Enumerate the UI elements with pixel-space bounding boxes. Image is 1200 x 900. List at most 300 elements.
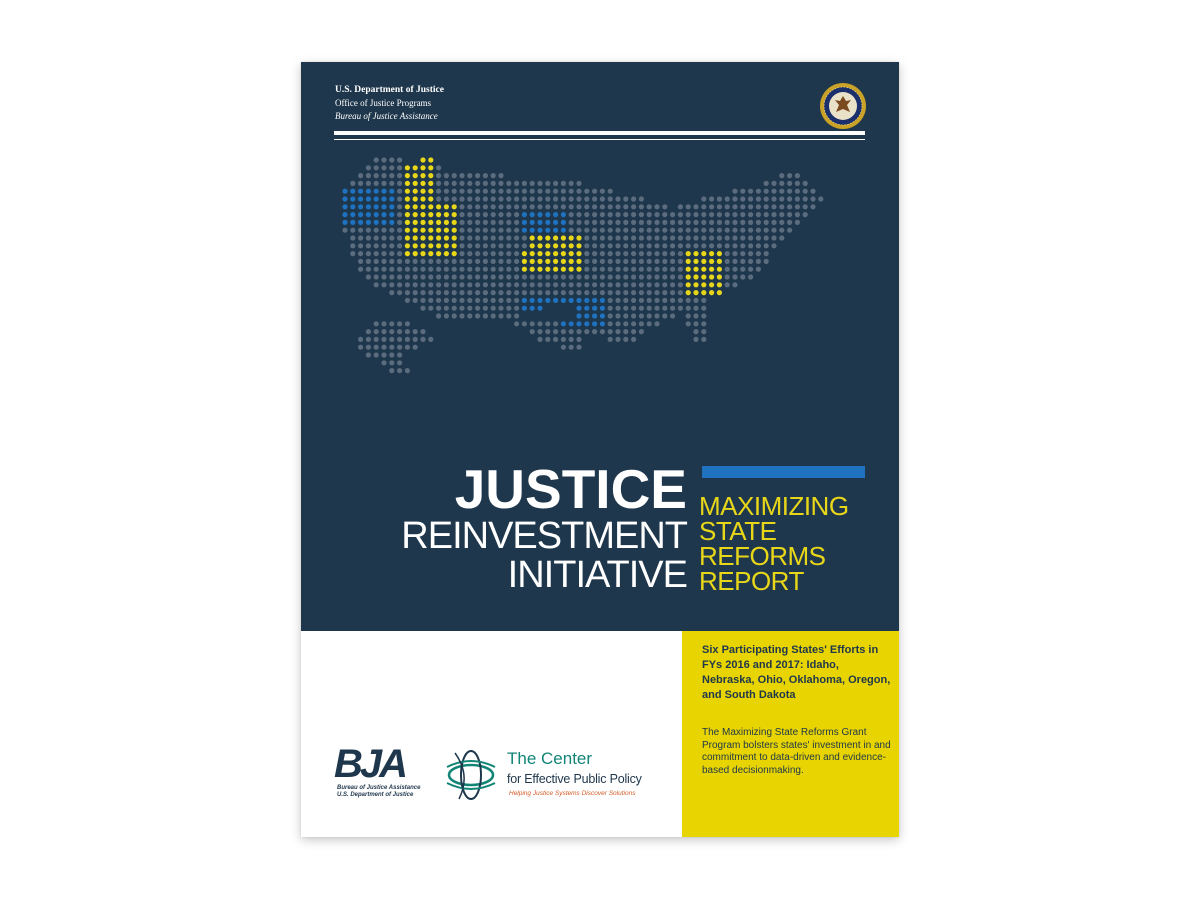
map-dot	[686, 306, 691, 311]
map-dot	[405, 329, 410, 334]
map-dot	[732, 189, 737, 194]
map-dot	[553, 321, 558, 326]
map-dot	[545, 274, 550, 279]
map-dot	[569, 243, 574, 248]
map-dot	[475, 173, 480, 178]
map-dot	[576, 274, 581, 279]
map-dot	[608, 220, 613, 225]
map-dot	[678, 212, 683, 217]
map-dot	[467, 282, 472, 287]
map-dot	[350, 235, 355, 240]
map-dot	[459, 298, 464, 303]
map-dot	[639, 298, 644, 303]
map-dot	[358, 196, 363, 201]
map-dot	[374, 235, 379, 240]
map-dot	[569, 337, 574, 342]
map-dot	[592, 259, 597, 264]
map-dot	[342, 228, 347, 233]
map-dot	[561, 204, 566, 209]
map-dot	[584, 196, 589, 201]
map-dot	[592, 298, 597, 303]
map-dot	[397, 352, 402, 357]
map-dot	[381, 274, 386, 279]
map-dot	[475, 204, 480, 209]
map-dot	[389, 204, 394, 209]
map-dot	[725, 274, 730, 279]
map-dot	[631, 321, 636, 326]
map-dot	[444, 173, 449, 178]
map-dot	[654, 259, 659, 264]
map-dot	[436, 228, 441, 233]
map-dot	[592, 321, 597, 326]
map-dot	[537, 189, 542, 194]
map-dot	[670, 267, 675, 272]
map-dot	[732, 267, 737, 272]
map-dot	[413, 212, 418, 217]
map-dot	[389, 267, 394, 272]
map-dot	[522, 204, 527, 209]
map-dot	[459, 204, 464, 209]
map-dot	[413, 235, 418, 240]
map-dot	[576, 204, 581, 209]
map-dot	[686, 212, 691, 217]
map-dot	[366, 337, 371, 342]
map-dot	[405, 345, 410, 350]
map-dot	[389, 181, 394, 186]
map-dot	[740, 274, 745, 279]
map-dot	[608, 290, 613, 295]
map-dot	[491, 189, 496, 194]
map-dot	[498, 212, 503, 217]
map-dot	[764, 220, 769, 225]
map-dot	[350, 196, 355, 201]
map-dot	[623, 259, 628, 264]
map-dot	[756, 243, 761, 248]
map-dot	[639, 329, 644, 334]
map-dot	[358, 267, 363, 272]
map-dot	[608, 321, 613, 326]
map-dot	[545, 251, 550, 256]
agency-line-ojp: Office of Justice Programs	[335, 98, 432, 108]
map-dot	[374, 329, 379, 334]
map-dot	[530, 290, 535, 295]
map-dot	[561, 220, 566, 225]
map-dot	[436, 298, 441, 303]
map-dot	[498, 228, 503, 233]
map-dot	[475, 196, 480, 201]
map-dot	[771, 235, 776, 240]
map-dot	[693, 282, 698, 287]
map-dot	[530, 274, 535, 279]
map-dot	[413, 267, 418, 272]
map-dot	[631, 313, 636, 318]
map-dot	[483, 220, 488, 225]
map-dot	[491, 274, 496, 279]
map-dot	[491, 228, 496, 233]
map-dot	[444, 196, 449, 201]
map-dot	[413, 259, 418, 264]
map-dot	[514, 313, 519, 318]
map-dot	[459, 282, 464, 287]
map-dot	[748, 212, 753, 217]
map-dot	[584, 290, 589, 295]
map-dot	[631, 204, 636, 209]
map-dot	[756, 196, 761, 201]
map-dot	[459, 313, 464, 318]
map-dot	[530, 251, 535, 256]
map-dot	[366, 212, 371, 217]
map-dot	[467, 189, 472, 194]
map-dot	[483, 274, 488, 279]
map-dot	[600, 228, 605, 233]
map-dot	[389, 282, 394, 287]
map-dot	[483, 173, 488, 178]
map-dot	[639, 212, 644, 217]
map-dot	[600, 259, 605, 264]
header-rule-thick	[334, 131, 865, 135]
map-dot	[397, 212, 402, 217]
map-dot	[670, 313, 675, 318]
map-dot	[693, 204, 698, 209]
map-dot	[428, 259, 433, 264]
map-dot	[506, 196, 511, 201]
map-dot	[678, 274, 683, 279]
map-dot	[498, 274, 503, 279]
map-dot	[428, 267, 433, 272]
map-dot	[405, 228, 410, 233]
map-dot	[569, 228, 574, 233]
map-dot	[678, 251, 683, 256]
map-dot	[350, 181, 355, 186]
map-dot	[358, 259, 363, 264]
map-dot	[506, 181, 511, 186]
map-dot	[615, 298, 620, 303]
map-dot	[670, 212, 675, 217]
map-dot	[771, 228, 776, 233]
map-dot	[530, 220, 535, 225]
map-dot	[459, 251, 464, 256]
map-dot	[686, 251, 691, 256]
map-dot	[358, 212, 363, 217]
map-dot	[654, 212, 659, 217]
map-dot	[654, 204, 659, 209]
map-dot	[748, 259, 753, 264]
map-dot	[491, 290, 496, 295]
map-dot	[748, 189, 753, 194]
map-dot	[701, 267, 706, 272]
map-dot	[483, 228, 488, 233]
map-dot	[561, 196, 566, 201]
map-dot	[366, 196, 371, 201]
map-dot	[803, 181, 808, 186]
map-dot	[686, 204, 691, 209]
map-dot	[522, 306, 527, 311]
map-dot	[475, 306, 480, 311]
map-dot	[452, 274, 457, 279]
map-dot	[662, 282, 667, 287]
map-dot	[553, 251, 558, 256]
map-dot	[514, 298, 519, 303]
map-dot	[420, 329, 425, 334]
map-dot	[576, 220, 581, 225]
map-dot	[725, 243, 730, 248]
map-dot	[615, 290, 620, 295]
map-dot	[623, 282, 628, 287]
map-dot	[592, 313, 597, 318]
map-dot	[397, 173, 402, 178]
map-dot	[779, 220, 784, 225]
bja-logo	[334, 743, 424, 799]
map-dot	[639, 321, 644, 326]
map-dot	[662, 243, 667, 248]
map-dot	[631, 235, 636, 240]
map-dot	[615, 196, 620, 201]
map-dot	[592, 267, 597, 272]
map-dot	[366, 204, 371, 209]
map-dot	[522, 220, 527, 225]
map-dot	[795, 212, 800, 217]
cepp-name-line-2: for Effective Public Policy	[507, 772, 642, 786]
map-dot	[693, 306, 698, 311]
map-dot	[436, 313, 441, 318]
map-dot	[483, 259, 488, 264]
map-dot	[639, 235, 644, 240]
map-dot	[717, 267, 722, 272]
map-dot	[709, 235, 714, 240]
map-dot	[374, 181, 379, 186]
map-dot	[530, 321, 535, 326]
map-dot	[397, 259, 402, 264]
map-dot	[537, 321, 542, 326]
map-dot	[537, 220, 542, 225]
map-dot	[693, 313, 698, 318]
map-dot	[522, 196, 527, 201]
map-dot	[756, 251, 761, 256]
map-dot	[608, 196, 613, 201]
map-dot	[444, 181, 449, 186]
map-dot	[623, 337, 628, 342]
map-dot	[631, 212, 636, 217]
map-dot	[459, 235, 464, 240]
map-dot	[459, 181, 464, 186]
map-dot	[662, 298, 667, 303]
map-dot	[693, 251, 698, 256]
map-dot	[647, 267, 652, 272]
map-dot	[693, 235, 698, 240]
map-dot	[358, 243, 363, 248]
map-dot	[709, 204, 714, 209]
map-dot	[475, 290, 480, 295]
map-dot	[366, 228, 371, 233]
map-dot	[413, 243, 418, 248]
map-dot	[686, 220, 691, 225]
map-dot	[389, 337, 394, 342]
map-dot	[709, 228, 714, 233]
map-dot	[693, 298, 698, 303]
map-dot	[639, 290, 644, 295]
agency-line-doj: U.S. Department of Justice	[335, 85, 444, 95]
map-dot	[670, 298, 675, 303]
map-dot	[615, 337, 620, 342]
map-dot	[428, 290, 433, 295]
map-dot	[475, 235, 480, 240]
map-dot	[366, 165, 371, 170]
map-dot	[397, 345, 402, 350]
map-dot	[483, 313, 488, 318]
map-dot	[662, 204, 667, 209]
map-dot	[678, 290, 683, 295]
map-dot	[600, 235, 605, 240]
map-dot	[623, 235, 628, 240]
map-dot	[654, 321, 659, 326]
map-dot	[498, 306, 503, 311]
map-dot	[647, 290, 652, 295]
map-dot	[405, 251, 410, 256]
map-dot	[569, 181, 574, 186]
map-dot	[569, 282, 574, 287]
map-dot	[779, 181, 784, 186]
map-dot	[514, 212, 519, 217]
map-dot	[701, 204, 706, 209]
map-dot	[810, 204, 815, 209]
map-dot	[428, 282, 433, 287]
map-dot	[413, 274, 418, 279]
map-dot	[795, 181, 800, 186]
map-dot	[608, 329, 613, 334]
subtitle-line-1: MAXIMIZING	[699, 491, 849, 521]
map-dot	[381, 259, 386, 264]
map-dot	[381, 321, 386, 326]
map-dot	[631, 306, 636, 311]
map-dot	[452, 220, 457, 225]
map-dot	[725, 251, 730, 256]
map-dot	[444, 290, 449, 295]
map-dot	[818, 196, 823, 201]
map-dot	[693, 259, 698, 264]
map-dot	[647, 321, 652, 326]
map-dot	[795, 189, 800, 194]
map-dot	[374, 274, 379, 279]
map-dot	[686, 235, 691, 240]
map-dot	[514, 189, 519, 194]
map-dot	[498, 267, 503, 272]
map-dot	[600, 204, 605, 209]
map-dot	[389, 259, 394, 264]
map-dot	[615, 313, 620, 318]
map-dot	[452, 181, 457, 186]
map-dot	[475, 181, 480, 186]
map-dot	[623, 204, 628, 209]
map-dot	[405, 189, 410, 194]
map-dot	[647, 228, 652, 233]
map-dot	[530, 204, 535, 209]
title-line-justice: JUSTICE	[454, 458, 687, 520]
map-dot	[553, 212, 558, 217]
map-dot	[381, 251, 386, 256]
map-dot	[623, 251, 628, 256]
map-dot	[467, 267, 472, 272]
map-dot	[350, 220, 355, 225]
map-dot	[748, 196, 753, 201]
map-dot	[498, 298, 503, 303]
map-dot	[475, 267, 480, 272]
map-dot	[623, 298, 628, 303]
map-dot	[491, 282, 496, 287]
map-dot	[467, 306, 472, 311]
map-dot	[506, 228, 511, 233]
map-dot	[381, 329, 386, 334]
map-dot	[693, 290, 698, 295]
map-dot	[537, 329, 542, 334]
map-dot	[732, 220, 737, 225]
summary-body: The Maximizing State Reforms Grant Program bolsters states' investment in and commitment to data-driven and evidence-based decisionmaking.	[702, 727, 891, 776]
map-dot	[553, 228, 558, 233]
map-dot	[686, 228, 691, 233]
map-dot	[693, 274, 698, 279]
map-dot	[530, 189, 535, 194]
title-accent-bar	[702, 466, 865, 478]
map-dot	[436, 165, 441, 170]
map-dot	[475, 298, 480, 303]
map-dot	[654, 298, 659, 303]
map-dot	[522, 243, 527, 248]
map-dot	[452, 313, 457, 318]
map-dot	[514, 282, 519, 287]
title-line-reinvestment: REINVESTMENT	[401, 515, 687, 557]
map-dot	[545, 298, 550, 303]
map-dot	[366, 345, 371, 350]
map-dot	[537, 290, 542, 295]
map-dot	[452, 212, 457, 217]
map-dot	[475, 228, 480, 233]
map-dot	[413, 204, 418, 209]
map-dot	[381, 157, 386, 162]
map-dot	[740, 235, 745, 240]
map-dot	[498, 259, 503, 264]
map-dot	[413, 282, 418, 287]
map-dot	[537, 259, 542, 264]
map-dot	[771, 243, 776, 248]
map-dot	[608, 306, 613, 311]
map-dot	[420, 259, 425, 264]
map-dot	[693, 267, 698, 272]
map-dot	[725, 259, 730, 264]
map-dot	[483, 204, 488, 209]
map-dot	[491, 181, 496, 186]
map-dot	[787, 196, 792, 201]
map-dot	[584, 259, 589, 264]
map-dot	[553, 282, 558, 287]
subtitle-line-3: REFORMS	[699, 541, 826, 571]
map-dot	[483, 235, 488, 240]
map-dot	[530, 243, 535, 248]
map-dot	[717, 196, 722, 201]
map-dot	[420, 165, 425, 170]
map-dot	[771, 181, 776, 186]
map-dot	[381, 189, 386, 194]
map-dot	[537, 267, 542, 272]
map-dot	[717, 259, 722, 264]
map-dot	[389, 212, 394, 217]
map-dot	[475, 259, 480, 264]
map-dot	[436, 212, 441, 217]
map-dot	[670, 306, 675, 311]
map-dot	[647, 259, 652, 264]
map-dot	[436, 173, 441, 178]
map-dot	[647, 235, 652, 240]
map-dot	[787, 189, 792, 194]
map-dot	[608, 337, 613, 342]
